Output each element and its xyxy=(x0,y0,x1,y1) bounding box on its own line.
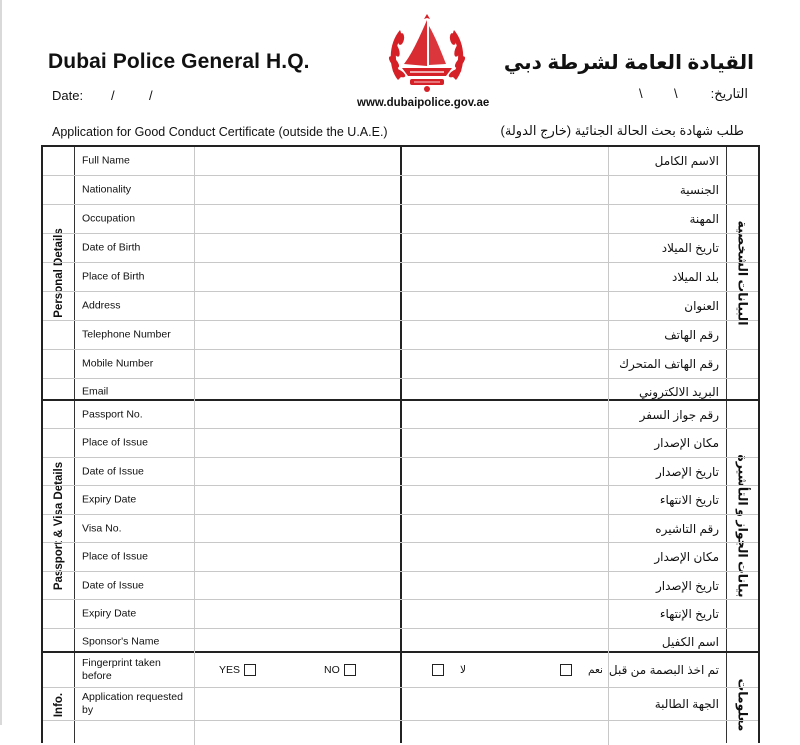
field-label-ar: اسم الكفيل xyxy=(661,635,719,649)
fingerprint-yes-option-en[interactable] xyxy=(219,664,256,676)
date-label-ar: التاريخ: xyxy=(710,86,748,101)
application-form xyxy=(41,145,760,743)
form-row-passport-expiry[interactable] xyxy=(43,486,758,515)
header-title-en: Dubai Police General H.Q. xyxy=(48,50,310,73)
field-label-ar: رقم الهاتف المتحرك xyxy=(619,357,719,371)
date-separator: / xyxy=(149,88,153,103)
date-field-en xyxy=(52,88,153,103)
field-label-en: Expiry Date xyxy=(82,493,137,506)
label-en-cell xyxy=(74,572,195,599)
label-en-cell xyxy=(74,401,195,428)
field-label-en: Date of Issue xyxy=(82,465,144,477)
dubai-police-emblem-icon xyxy=(384,10,470,96)
label-en-cell xyxy=(74,350,195,378)
form-row-address[interactable] xyxy=(43,292,758,321)
field-label-ar: تم اخذ البصمة من قبل xyxy=(608,663,719,677)
label-ar-cell xyxy=(608,321,727,349)
field-label-ar: تاريخ الإصدار xyxy=(655,464,719,479)
form-row-nationality[interactable] xyxy=(43,176,758,205)
yes-checkbox-ar[interactable] xyxy=(560,664,572,676)
form-row-visa-expiry[interactable] xyxy=(43,600,758,629)
field-label-en: Place of Issue xyxy=(82,436,148,449)
passport-title-ar: بيانات الجواز و التأشيرة xyxy=(735,454,749,598)
label-ar-cell xyxy=(608,653,727,687)
other-info-section xyxy=(41,653,760,743)
form-row-fingerprint xyxy=(43,653,758,688)
form-row-visa-place-of-issue[interactable] xyxy=(43,543,758,572)
field-label-ar: رقم التاشيره xyxy=(655,521,719,536)
label-ar-cell xyxy=(608,350,727,378)
field-label-ar: رقم جواز السفر xyxy=(639,407,719,422)
fingerprint-no-option-en[interactable] xyxy=(324,664,356,676)
label-en-cell xyxy=(74,205,195,233)
field-label-ar: بلد الميلاد xyxy=(672,270,719,284)
field-label-en: Full Name xyxy=(82,154,130,167)
form-row-visa-no[interactable] xyxy=(43,515,758,543)
label-ar-cell xyxy=(608,429,727,457)
header-title-ar: القيادة العامة لشرطة دبي xyxy=(503,52,754,74)
field-label-en: Nationality xyxy=(82,183,132,196)
passport-title-en: Passport & Visa Details xyxy=(52,461,65,591)
personal-title-ar: البيانات الشخصية xyxy=(735,220,749,326)
field-label-en: Visa No. xyxy=(82,522,122,534)
field-label-en: Fingerprint taken before xyxy=(82,657,161,682)
label-ar-cell xyxy=(608,234,727,262)
label-ar-cell xyxy=(608,176,727,204)
form-row-requested-by[interactable] xyxy=(43,688,758,721)
field-label-ar: تاريخ الميلاد xyxy=(661,241,719,255)
label-en-cell xyxy=(74,321,195,349)
date-separator-ar: \ xyxy=(674,86,678,101)
form-row-mobile[interactable] xyxy=(43,350,758,379)
field-label-en: Application requested by xyxy=(82,691,183,716)
field-label-ar: الاسم الكامل xyxy=(654,154,719,168)
form-row-passport-place-of-issue[interactable] xyxy=(43,429,758,458)
field-label-en: Date of Issue xyxy=(82,579,144,591)
label-ar-cell xyxy=(608,629,727,655)
label-ar-cell xyxy=(608,600,727,628)
label-ar-cell xyxy=(608,401,727,428)
label-en-cell xyxy=(74,600,195,628)
label-en-cell xyxy=(74,234,195,262)
label-en-cell xyxy=(74,263,195,291)
label-en-cell xyxy=(74,147,195,175)
other-title-ar: معلومات xyxy=(735,678,749,732)
field-label-en: Place of Birth xyxy=(82,270,145,283)
no-label-ar: لا xyxy=(460,664,466,676)
field-label-en: Passport No. xyxy=(82,408,143,420)
yes-checkbox[interactable] xyxy=(244,664,256,676)
field-label-ar: الجهة الطالبة xyxy=(654,697,719,711)
field-label-en: Mobile Number xyxy=(82,357,154,370)
application-title-en: Application for Good Conduct Certificate (outside the U.A.E.) xyxy=(52,125,388,139)
form-row-sponsor-name[interactable] xyxy=(43,629,758,655)
field-label-ar: رقم الهاتف xyxy=(664,328,719,342)
field-label-ar: مكان الإصدار xyxy=(654,550,719,564)
field-label-en: Email xyxy=(82,385,109,398)
no-label: NO xyxy=(324,664,340,676)
form-row-visa-date-of-issue[interactable] xyxy=(43,572,758,600)
label-ar-cell xyxy=(608,205,727,233)
field-label-ar: تاريخ الانتهاء xyxy=(659,493,719,507)
date-separator: / xyxy=(111,88,115,103)
label-ar-cell xyxy=(608,458,727,485)
field-label-ar: الجنسية xyxy=(679,183,719,197)
field-label-en: Place of Issue xyxy=(82,550,148,563)
no-checkbox-ar[interactable] xyxy=(432,664,444,676)
form-row-telephone[interactable] xyxy=(43,321,758,350)
label-en-cell xyxy=(74,429,195,457)
website-url: www.dubaipolice.gov.ae xyxy=(357,97,490,109)
field-label-ar: العنوان xyxy=(684,299,719,313)
date-label-en: Date: xyxy=(52,88,84,103)
other-title-en: Info. xyxy=(52,692,65,718)
label-en-cell xyxy=(74,688,195,720)
label-en-cell xyxy=(74,653,195,687)
personal-details-section xyxy=(41,145,760,401)
yes-label-ar: نعم xyxy=(588,664,603,676)
label-en-cell xyxy=(74,292,195,320)
label-ar-cell xyxy=(608,572,727,599)
form-row-full-name[interactable] xyxy=(43,147,758,176)
label-en-cell xyxy=(74,543,195,571)
field-label-ar: تاريخ الإصدار xyxy=(655,578,719,593)
fingerprint-yes-option-ar[interactable] xyxy=(560,664,603,676)
fingerprint-no-option-ar[interactable] xyxy=(432,664,466,676)
label-ar-cell xyxy=(608,543,727,571)
label-en-cell xyxy=(74,458,195,485)
label-en-cell xyxy=(74,176,195,204)
field-label-en: Date of Birth xyxy=(82,241,141,254)
date-separator-ar: \ xyxy=(639,86,643,101)
label-ar-cell xyxy=(608,263,727,291)
label-ar-cell xyxy=(608,292,727,320)
form-row-place-of-birth[interactable] xyxy=(43,263,758,292)
form-row-passport-no[interactable] xyxy=(43,401,758,429)
label-en-cell xyxy=(74,629,195,655)
label-en-cell xyxy=(74,486,195,514)
label-ar-cell xyxy=(608,486,727,514)
field-label-en: Sponsor's Name xyxy=(82,635,160,648)
field-label-ar: المهنة xyxy=(689,212,719,226)
application-title-ar: طلب شهادة بحث الحالة الجنائية (خارج الدولة) xyxy=(500,123,744,138)
field-label-en: Address xyxy=(82,299,121,312)
label-en-cell xyxy=(74,515,195,542)
field-label-ar: مكان الإصدار xyxy=(654,436,719,450)
label-ar-cell xyxy=(608,688,727,720)
form-row-occupation[interactable] xyxy=(43,205,758,234)
field-label-ar: البريد الالكتروني xyxy=(638,385,719,399)
yes-label: YES xyxy=(219,664,241,676)
field-label-en: Occupation xyxy=(82,212,136,225)
field-label-ar: تاريخ الإنتهاء xyxy=(659,607,719,621)
passport-visa-section xyxy=(41,401,760,653)
page-edge xyxy=(0,0,2,725)
label-ar-cell xyxy=(608,147,727,175)
field-label-en: Telephone Number xyxy=(82,328,171,341)
personal-title-en: Personal Details xyxy=(52,228,65,318)
label-ar-cell xyxy=(608,515,727,542)
form-row-date-of-birth[interactable] xyxy=(43,234,758,263)
form-row-passport-date-of-issue[interactable] xyxy=(43,458,758,486)
no-checkbox[interactable] xyxy=(344,664,356,676)
field-label-en: Expiry Date xyxy=(82,607,137,620)
